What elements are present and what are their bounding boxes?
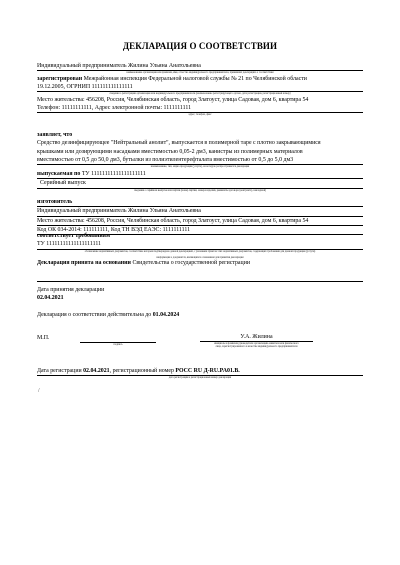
applicant-phone: Телефон: 11111111111, Адрес электронной почты: 1111111111 [37, 104, 363, 113]
basis-label: Декларация принята на основании [37, 259, 131, 266]
registered-text: Межрайонная инспекция Федеральной налоговой службы № 21 по Челябинской области [83, 75, 307, 82]
declares-label: заявляет, что [37, 132, 73, 138]
validity-block [37, 311, 363, 319]
registered-line2: 19.12.2005, ОГРНИП 111111111111111 [37, 83, 363, 92]
phone-note: адрес, телефон, факс [188, 113, 212, 117]
requirements-note: обозначение нормативных документов, соответствие которым подтверждено данной декларацией, с указанием пунктов этих нормативных документов, содержащих требования для данной продукции (услуги) [84, 249, 316, 253]
adoption-date: 02.04.2021 [37, 295, 64, 302]
validity-text: Декларация о соответствии действительна до [37, 312, 152, 318]
product-line-3: вместимостью от 0,5 до 50,0 дм3, бутылки из полиэтилентерефталата вместимостью от 0,5 до 5,0 дм3 [37, 156, 363, 165]
signer-name: У.А. Жилина [240, 334, 273, 340]
mp-label: М.П. [37, 335, 50, 341]
registration-label: Дата регистрации [37, 368, 82, 374]
manufacturer-address: Место жительства: 456208, Россия, Челябинская область, город Златоуст, улица Садовая, дом 6, квартира 54 [37, 217, 363, 226]
applicant-name: Индивидуальный предприниматель Жилина Ульяна Анатольевна [37, 62, 363, 71]
applicant-name-note: наименование организации или фамилия, имя, отчество индивидуального предпринимателя, принявших декларацию о соответствии [126, 71, 274, 75]
basis-rule [37, 281, 363, 282]
requirements-tu: ТУ 11111111111111111111 [37, 240, 363, 249]
produced-block [37, 170, 363, 192]
basis-line [37, 259, 363, 267]
registered-label: зарегистрирован [37, 75, 83, 82]
validity-date: 01.04.2024 [152, 312, 180, 318]
manufacturer-name: Индивидуальный предприниматель Жилина Ульяна Анатольевна [37, 207, 363, 216]
product-line-1: Средство дезинфицирующее "Нейтральный анолит", выпускается в полимерной таре с плотно закрывающимися [37, 140, 321, 147]
produced-label: выпускаемая по [37, 171, 81, 177]
registration-note: дата регистрации и регистрационный номер декларации [168, 376, 232, 380]
serial-release: Серийный выпуск [37, 179, 363, 188]
produced-line [37, 170, 363, 179]
requirements-block [37, 232, 363, 267]
registration-number-label: , регистрационный номер [109, 368, 174, 374]
declares-block [37, 131, 363, 169]
applicant-address: Место жительства: 456208, Россия, Челябинская область, город Златоуст, улица Садовая, дом 6, квартира 54 [37, 96, 309, 103]
registration-number: РОСС RU Д-RU.PA01.B. [175, 368, 240, 374]
document-title: ДЕКЛАРАЦИЯ О СООТВЕТСТВИИ [122, 41, 278, 51]
signer-note-2: лица, зарегистрированного в качестве индивидуального предпринимателя [215, 345, 298, 348]
adoption-label: Дата принятия декларации [37, 287, 105, 293]
serial-note: сведения о серийном выпуске или партии (номер партии, номера изделий, реквизиты договора (контракта), накладной) [134, 188, 266, 192]
registration-date: 02.04.2021 [83, 368, 110, 374]
applicant-registered [37, 75, 363, 83]
basis-text: Свидетельства о государственной регистрации [132, 259, 251, 266]
validity-line [37, 311, 363, 319]
manufacturer-label: изготовитель [37, 198, 363, 207]
registration-block [37, 367, 363, 380]
registered-note: сведения о регистрации организации или индивидуального предпринимателя (наименование регистрирующего органа, дата регистрации, регистрационный номер) [109, 92, 291, 96]
signature-note: подпись [113, 343, 123, 346]
product-note: наименование, тип, марка продукции (услуги), на которую распространяется декларация [150, 165, 250, 169]
requirements-info-note: информация о документах, являющихся основанием для принятия декларации [156, 256, 244, 260]
manufacturer-block [37, 198, 363, 235]
manufacturer-codes: Код ОК 034-2014: 111111111, Код ТН ВЭД ЕАЭС: 1111111111 [37, 226, 363, 235]
applicant-block [37, 62, 363, 117]
adoption-block [37, 286, 363, 303]
product-line-2: крышками или дозирующими насадками вместимостью 0,05-2 дм3, канистры из полимерных материалов [37, 148, 303, 155]
signer-note-1: инициалы и фамилия руководителя организации-заявителя или физического [214, 342, 299, 345]
registration-line [37, 367, 363, 376]
footer-mark: / [38, 388, 40, 394]
produced-tu: ТУ 11111111111111111111 [81, 171, 146, 177]
requirements-label: соответствует требованиям [37, 233, 110, 239]
